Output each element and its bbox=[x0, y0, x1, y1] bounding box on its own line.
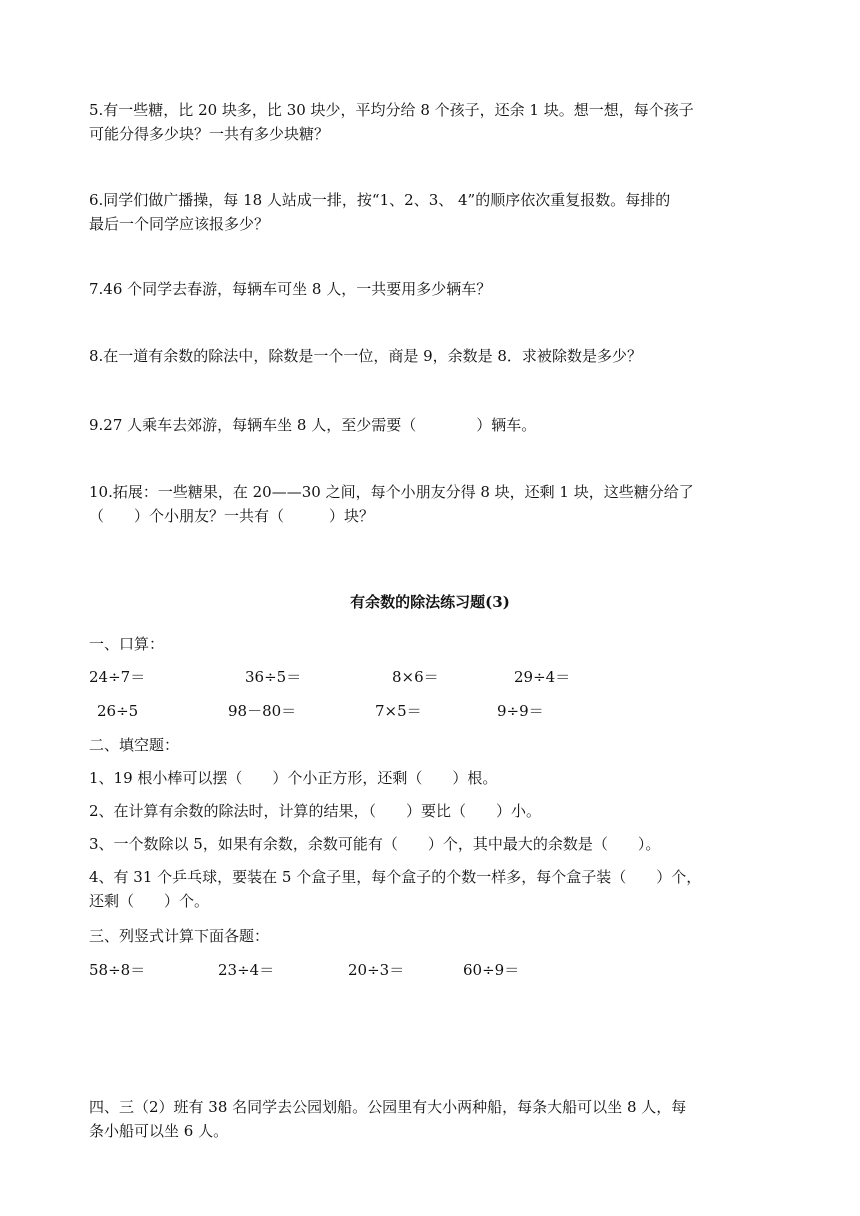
fill-blank-4-line-2: 还剩（ ）个。 bbox=[89, 892, 210, 910]
part-2-heading: 二、填空题： bbox=[89, 736, 180, 754]
problem-10-line-2: （ ）个小朋友？一共有（ ）块？ bbox=[89, 507, 375, 525]
problem-10-line-1: 10.拓展：一些糖果，在 20——30 之间，每个小朋友分得 8 块，还剩 1 块，这些糖分给了 bbox=[89, 483, 694, 501]
oral-calc-item: 24÷7＝ bbox=[89, 668, 146, 686]
problem-6-line-2: 最后一个同学应该报多少？ bbox=[89, 215, 270, 233]
vertical-calc-item: 23÷4＝ bbox=[218, 961, 275, 979]
vertical-calc-item: 60÷9＝ bbox=[463, 961, 520, 979]
oral-calc-item: 9÷9＝ bbox=[497, 702, 544, 720]
fill-blank-2: 2、在计算有余数的除法时，计算的结果，（ ）要比（ ）小。 bbox=[89, 802, 542, 820]
vertical-calc-item: 20÷3＝ bbox=[348, 961, 405, 979]
problem-5-line-1: 5.有一些糖，比 20 块多，比 30 块少，平均分给 8 个孩子，还余 1 块。想一想，每个孩子 bbox=[89, 101, 694, 119]
problem-9: 9.27 人乘车去郊游，每辆车坐 8 人，至少需要（ ）辆车。 bbox=[89, 416, 537, 434]
fill-blank-4-line-1: 4、有 31 个乒乓球，要装在 5 个盒子里，每个盒子的个数一样多，每个盒子装（ ）个， bbox=[89, 868, 702, 886]
oral-calc-item: 36÷5＝ bbox=[245, 668, 302, 686]
problem-7: 7.46 个同学去春游，每辆车可坐 8 人，一共要用多少辆车？ bbox=[89, 280, 492, 298]
problem-8: 8.在一道有余数的除法中，除数是一个一位，商是 9，余数是 8．求被除数是多少？ bbox=[89, 347, 642, 365]
oral-calc-item: 7×5＝ bbox=[375, 702, 422, 720]
oral-calc-item: 8×6＝ bbox=[392, 668, 439, 686]
oral-calc-item: 29÷4＝ bbox=[514, 668, 571, 686]
part-4-line-1: 四、三（2）班有 38 名同学去公园划船。公园里有大小两种船，每条大船可以坐 8 人，每 bbox=[89, 1098, 687, 1116]
part-3-heading: 三、列竖式计算下面各题： bbox=[89, 927, 270, 945]
oral-calc-item: 98－80＝ bbox=[228, 702, 297, 720]
part-1-heading: 一、口算： bbox=[89, 635, 165, 653]
problem-6-line-1: 6.同学们做广播操，每 18 人站成一排，按“1、2、3、 4”的顺序依次重复报数。每排的 bbox=[89, 191, 671, 209]
fill-blank-1: 1、19 根小棒可以摆（ ）个小正方形，还剩（ ）根。 bbox=[89, 769, 498, 787]
section-title: 有余数的除法练习题(3) bbox=[350, 593, 510, 611]
fill-blank-3: 3、一个数除以 5，如果有余数，余数可能有（ ）个，其中最大的余数是（ ）。 bbox=[89, 835, 661, 853]
problem-5-line-2: 可能分得多少块？一共有多少块糖？ bbox=[89, 125, 330, 143]
vertical-calc-item: 58÷8＝ bbox=[89, 961, 146, 979]
oral-calc-item: 26÷5 bbox=[97, 702, 139, 720]
part-4-line-2: 条小船可以坐 6 人。 bbox=[89, 1122, 229, 1140]
